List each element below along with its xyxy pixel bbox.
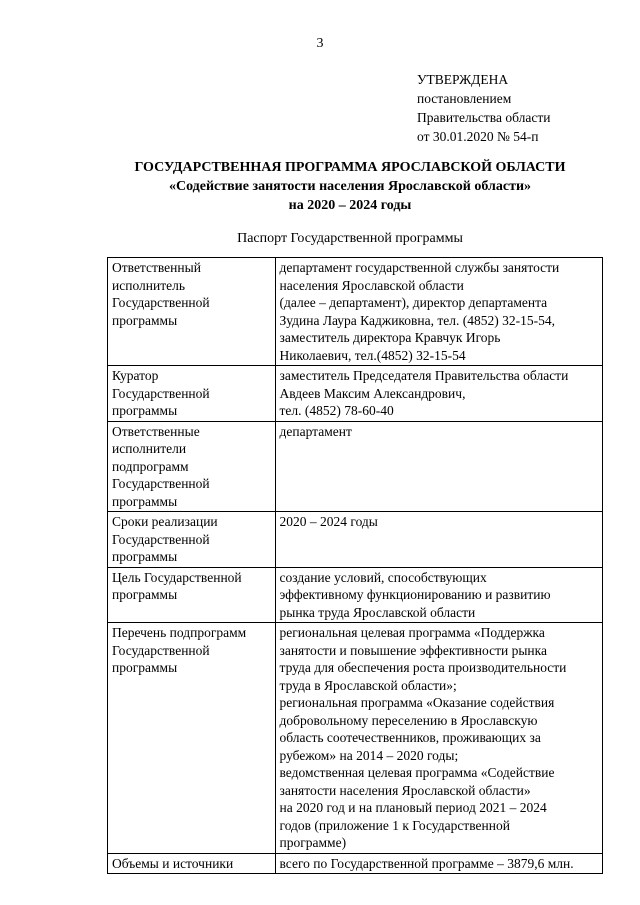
row-value-line: годов (приложение 1 к Государственной [279, 817, 510, 833]
title-line: ГОСУДАРСТВЕННАЯ ПРОГРАММА ЯРОСЛАВСКОЙ ОБЛАСТИ [134, 160, 566, 175]
row-value-line: (далее – департамент), директор департамента [279, 295, 548, 310]
row-label-line: Государственной [112, 531, 210, 547]
row-label-line: программы [112, 587, 178, 602]
row-value-cell [275, 853, 603, 874]
approval-line: от 30.01.2020 № 54-п [417, 129, 539, 144]
row-label-line: программы [112, 312, 178, 328]
approval-line: УТВЕРЖДЕНА [417, 72, 509, 87]
row-label-line: Государственной [112, 642, 210, 658]
approval-stamp [417, 70, 550, 146]
row-label-line: Государственной [112, 476, 210, 491]
row-label-line: исполнитель [112, 277, 185, 293]
row-value-line: Зудина Лаура Каджиковна, тел. (4852) 32-15-54, [279, 312, 555, 328]
row-value-cell [275, 512, 603, 568]
row-label-line: исполнители [112, 441, 187, 456]
row-label-line: Объемы и источники [112, 855, 234, 871]
page-number: 3 [316, 36, 324, 51]
table-row [108, 258, 603, 366]
row-label-line: программы [112, 660, 178, 675]
row-value-line: Николаевич, тел.(4852) 32-15-54 [279, 347, 466, 363]
table-row [108, 421, 603, 512]
table-row [108, 853, 603, 874]
row-value-line: программе) [279, 835, 347, 850]
row-value-line: региональная программа «Оказание содействия [279, 695, 555, 710]
row-value-line: эффективному функционированию и развитию [279, 587, 551, 602]
row-value-line: Авдеев Максим Александрович, [279, 385, 466, 401]
row-label-cell [108, 567, 276, 623]
row-value-line: тел. (4852) 78-60-40 [279, 403, 394, 418]
row-value-line: населения Ярославской области [279, 277, 464, 293]
row-value-cell [275, 258, 603, 366]
row-label-cell [108, 366, 276, 422]
row-label-line: программы [112, 403, 178, 418]
row-label-line: Сроки реализации [112, 514, 218, 529]
passport-heading: Паспорт Государственной программы [237, 231, 463, 246]
passport-table [107, 257, 603, 874]
row-value-line: рынка труда Ярославской области [279, 604, 476, 620]
row-label-line: Перечень подпрограмм [112, 625, 247, 640]
row-value-line: департамент государственной службы занятости [279, 260, 560, 275]
row-value-line: на 2020 год и на плановый период 2021 – 2024 [279, 800, 547, 815]
row-label-cell [108, 512, 276, 568]
table-row [108, 366, 603, 422]
row-value-cell [275, 567, 603, 623]
row-value-line: региональная целевая программа «Поддержка [279, 625, 545, 640]
row-value-line: занятости и повышение эффективности рынка [279, 642, 547, 658]
row-label-line: Ответственные [112, 423, 200, 439]
document-title [0, 158, 640, 215]
row-label-cell [108, 853, 276, 874]
row-value-line: добровольному переселению в Ярославскую [279, 712, 538, 728]
row-value-line: занятости населения Ярославской области» [279, 782, 531, 798]
row-value-cell [275, 421, 603, 512]
row-value-line: труда для обеспечения роста производительности [279, 660, 567, 675]
row-label-line: программы [112, 493, 178, 509]
row-value-line: всего по Государственной программе – 3879,6 млн. [279, 855, 574, 871]
row-value-line: заместитель Председателя Правительства области [279, 368, 569, 383]
title-line: на 2020 – 2024 годы [288, 198, 412, 213]
row-value-line: область соотечественников, проживающих за [279, 730, 541, 745]
row-value-line: ведомственная целевая программа «Содействие [279, 765, 555, 780]
row-label-cell [108, 258, 276, 366]
row-label-line: Ответственный [112, 260, 201, 275]
row-label-line: Государственной [112, 385, 210, 401]
row-label-cell [108, 421, 276, 512]
row-value-line: создание условий, способствующих [279, 569, 487, 585]
row-value-line: труда в Ярославской области»; [279, 677, 457, 693]
row-value-line: 2020 – 2024 годы [279, 514, 378, 529]
table-row [108, 623, 603, 854]
row-label-line: Государственной [112, 295, 210, 310]
table-row [108, 567, 603, 623]
row-label-cell [108, 623, 276, 854]
table-row [108, 512, 603, 568]
row-label-line: подпрограмм [112, 458, 189, 474]
row-value-cell [275, 623, 603, 854]
approval-line: Правительства области [417, 110, 551, 125]
row-label-line: программы [112, 549, 178, 564]
row-value-line: рубежом» на 2014 – 2020 годы; [279, 747, 459, 763]
row-value-cell [275, 366, 603, 422]
row-label-line: Куратор [112, 368, 159, 383]
title-line: «Содействие занятости населения Ярославской области» [168, 179, 532, 194]
row-value-line: заместитель директора Кравчук Игорь [279, 330, 501, 345]
row-value-line: департамент [279, 423, 352, 439]
row-label-line: Цель Государственной [112, 569, 242, 585]
approval-line: постановлением [417, 91, 512, 106]
